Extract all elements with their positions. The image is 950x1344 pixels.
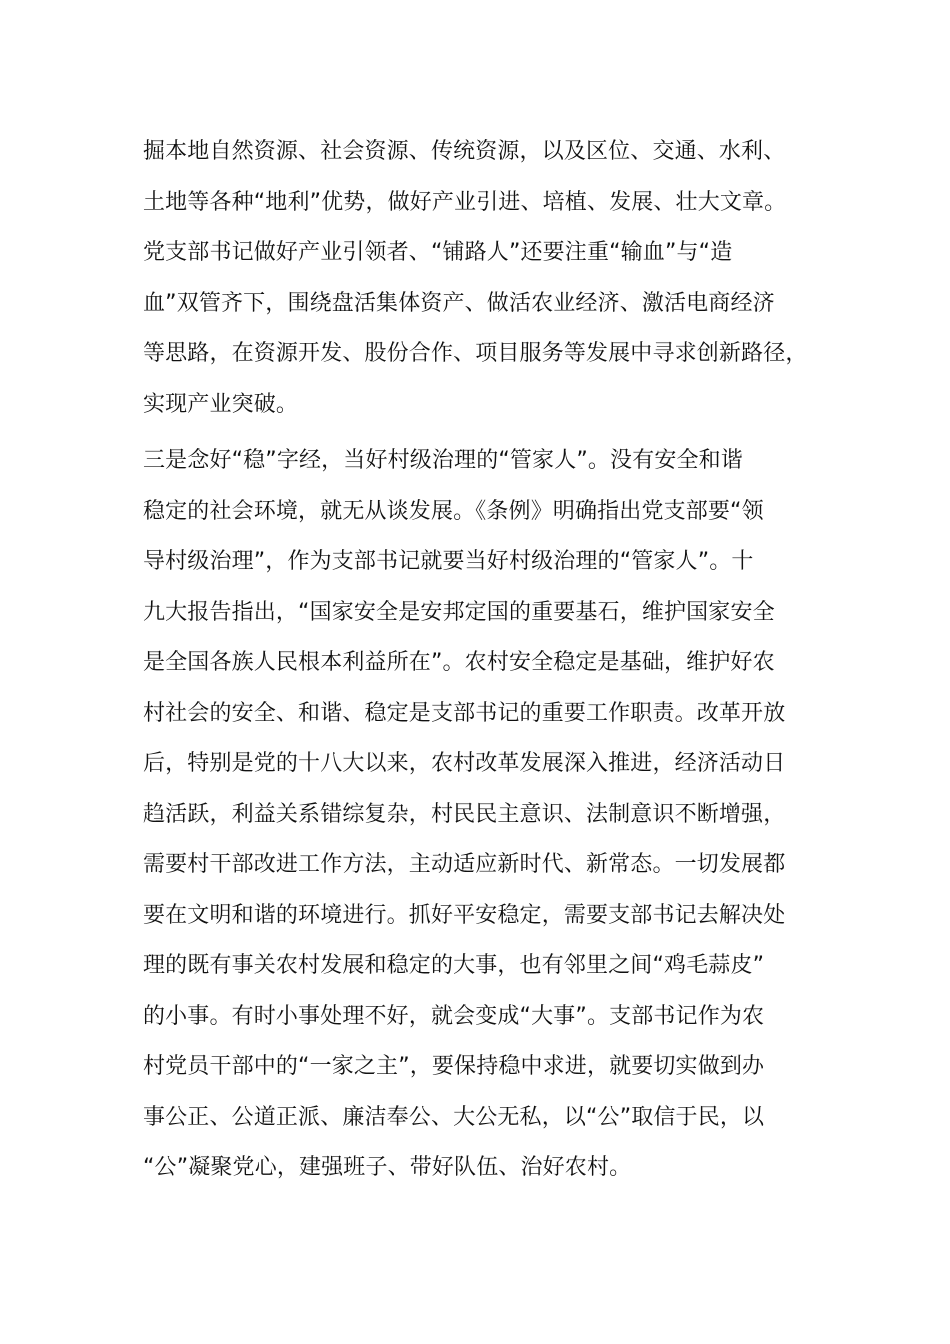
text-line: 后，特别是党的十八大以来，农村改革发展深入推进，经济活动日 [143, 751, 786, 776]
document-body [143, 127, 811, 1194]
text-line: 事公正、公道正派、廉洁奉公、大公无私，以“公”取信于民，以 [143, 1104, 765, 1130]
paragraph-resources [143, 127, 811, 430]
text-line: “公”凝聚党心，建强班子、带好队伍、治好农村。 [143, 1155, 632, 1180]
text-line: 党支部书记做好产业引领者、“铺路人”还要注重“输血”与“造 [143, 240, 733, 265]
text-line: 的小事。有时小事处理不好，就会变成“大事”。支部书记作为农 [143, 1003, 765, 1029]
text-line: 趋活跃，利益关系错综复杂，村民民主意识、法制意识不断增强， [143, 801, 786, 827]
text-line: 村党员干部中的“一家之主”，要保持稳中求进，就要切实做到办 [143, 1054, 765, 1079]
text-line: 要在文明和谐的环境进行。抓好平安稳定，需要支部书记去解决处 [143, 902, 786, 928]
text-line: 稳定的社会环境，就无从谈发展。《条例》明确指出党支部要“领 [143, 498, 764, 524]
text-line: 掘本地自然资源、社会资源、传统资源，以及区位、交通、水利、 [143, 139, 786, 164]
text-line: 等思路，在资源开发、股份合作、项目服务等发展中寻求创新路径， [143, 341, 808, 366]
text-line: 九大报告指出，“国家安全是安邦定国的重要基石，维护国家安全 [143, 599, 775, 625]
paragraph-stability [143, 436, 811, 1194]
text-line: 理的既有事关农村发展和稳定的大事，也有邻里之间“鸡毛蒜皮” [143, 953, 765, 978]
text-line: 是全国各族人民根本利益所在”。农村安全稳定是基础，维护好农 [143, 650, 775, 675]
text-line: 血”双管齐下，围绕盘活集体资产、做活农业经济、激活电商经济 [143, 290, 775, 316]
text-line: 需要村干部改进工作方法，主动适应新时代、新常态。一切发展都 [143, 852, 786, 877]
text-line: 村社会的安全、和谐、稳定是支部书记的重要工作职责。改革开放 [143, 700, 786, 726]
text-line: 实现产业突破。 [143, 391, 299, 417]
text-line: 导村级治理”，作为支部书记就要当好村级治理的“管家人”。十 [143, 549, 754, 574]
text-line: 土地等各种“地利”优势，做好产业引进、培植、发展、壮大文章。 [143, 189, 787, 215]
text-line: 三是念好“稳”字经，当好村级治理的“管家人”。没有安全和谐 [143, 448, 743, 473]
